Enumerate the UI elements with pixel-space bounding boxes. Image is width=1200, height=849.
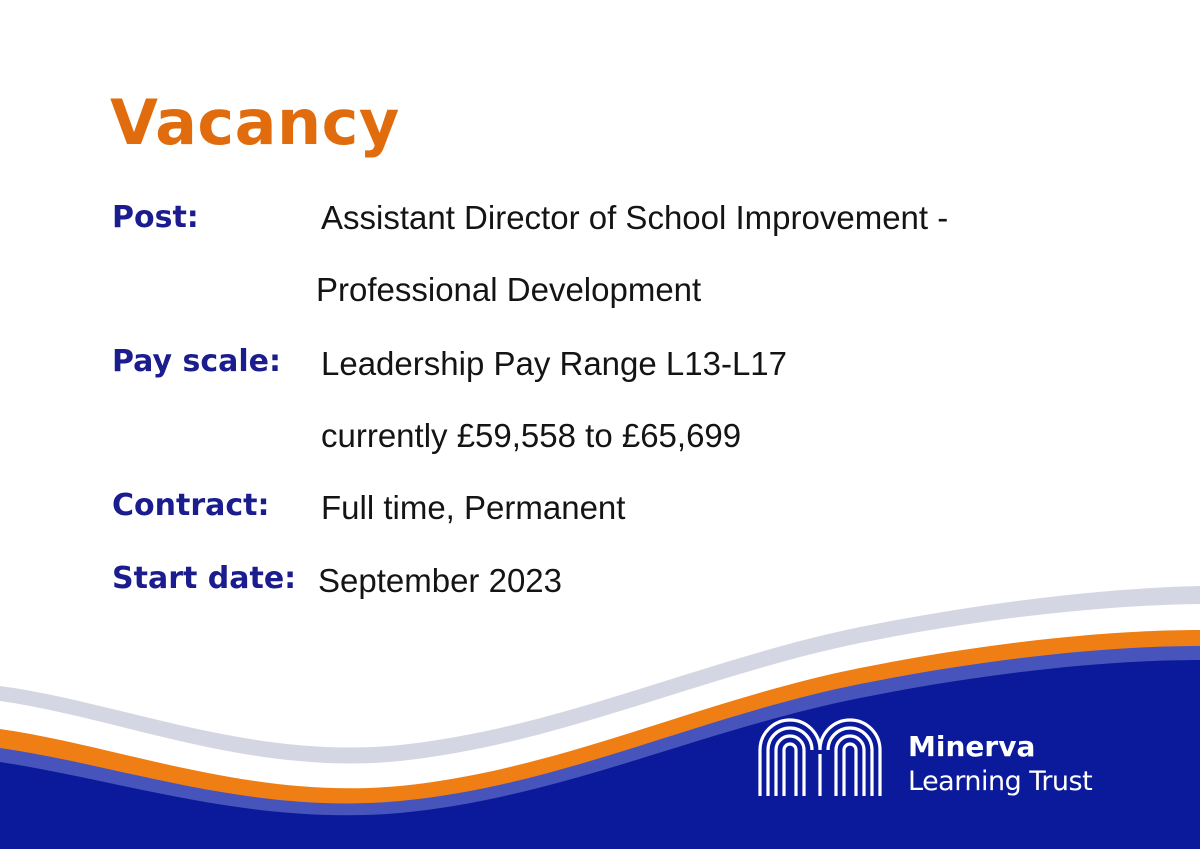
pay-scale-label: Pay scale: [112,344,282,379]
post-value-line1: Assistant Director of School Improvement - [321,199,949,236]
contract-value: Full time, Permanent [321,489,626,526]
post-value-line2: Professional Development [316,271,702,308]
pay-scale-value-line2: currently £59,558 to £65,699 [321,417,742,454]
pay-scale-value-line1: Leadership Pay Range L13-L17 [321,345,788,382]
arches-m-logo-icon [756,714,886,798]
post-label: Post: [112,200,199,235]
brand-name-line2: Learning Trust [908,766,1093,797]
page-title: Vacancy [110,86,400,159]
brand-name-line1: Minerva [908,730,1036,763]
start-date-value: September 2023 [318,562,563,599]
start-date-label: Start date: [112,561,297,596]
contract-label: Contract: [112,488,270,523]
